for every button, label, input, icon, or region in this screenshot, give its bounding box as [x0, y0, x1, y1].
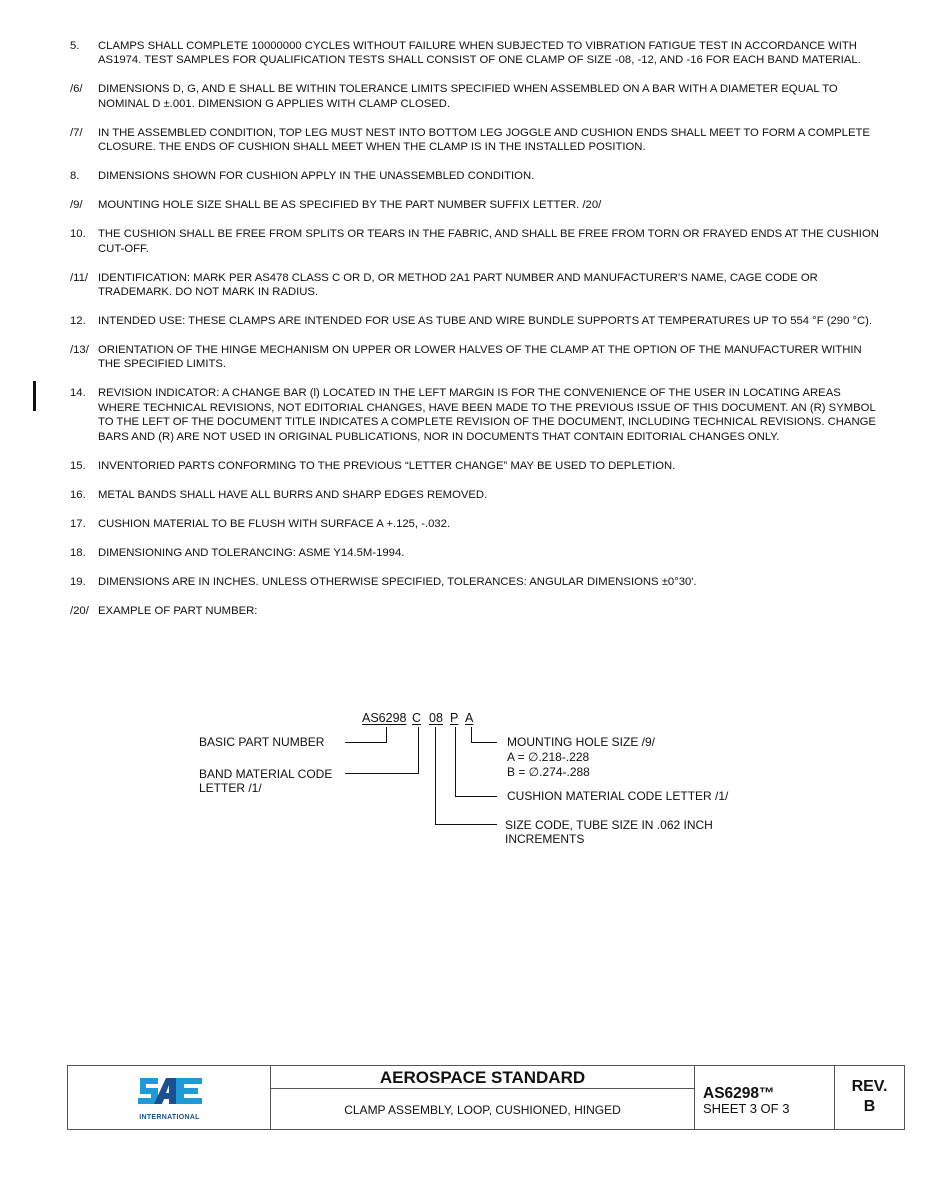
note-15 [70, 459, 880, 473]
note-number: 19. [70, 575, 86, 588]
note-19 [70, 575, 880, 589]
pn-size-code: 08 [429, 711, 443, 725]
note-number: /6/ [70, 83, 83, 96]
note-20 [70, 604, 880, 618]
note-12 [70, 314, 880, 328]
note-number: 8. [70, 170, 80, 183]
note-number: 15. [70, 459, 86, 472]
note-6 [70, 82, 880, 111]
note-number: /11/ [70, 271, 89, 284]
note-7 [70, 126, 880, 155]
document-number: AS6298™ [703, 1085, 775, 1102]
band-material-label-line2: LETTER /1/ [199, 781, 262, 795]
note-number: 12. [70, 315, 86, 328]
note-5 [70, 39, 880, 68]
note-11 [70, 271, 880, 300]
mounting-hole-b: B = ∅.274-.288 [507, 765, 590, 779]
pn-band-code: C [412, 711, 422, 725]
leader-line [386, 727, 387, 742]
mounting-hole-label: MOUNTING HOLE SIZE /9/ [507, 735, 656, 749]
note-number: /7/ [70, 126, 83, 139]
leader-line [435, 727, 436, 824]
leader-line [345, 773, 419, 774]
note-number: 17. [70, 517, 86, 530]
note-text: DIMENSIONING AND TOLERANCING: ASME Y14.5M-1994. [98, 546, 405, 559]
size-code-label-line2: INCREMENTS [505, 832, 585, 846]
leader-line [455, 796, 497, 797]
band-material-label-line1: BAND MATERIAL CODE [199, 767, 333, 781]
sae-logo-icon [136, 1072, 206, 1117]
note-text: EXAMPLE OF PART NUMBER: [98, 604, 258, 617]
note-text: DIMENSIONS D, G, AND E SHALL BE WITHIN TOLERANCE LIMITS SPECIFIED WHEN ASSEMBLED ON A BAR WITH A DIAMETER EQUAL TO NOMINAL D ±.001. DIMENSION G APPLIES WITH CLAMP CLOSED. [98, 83, 838, 110]
note-13 [70, 343, 880, 372]
note-text: DIMENSIONS ARE IN INCHES. UNLESS OTHERWISE SPECIFIED, TOLERANCES: ANGULAR DIMENSIONS ±0°30'. [98, 575, 697, 588]
leader-line [455, 727, 456, 796]
note-text: INTENDED USE: THESE CLAMPS ARE INTENDED FOR USE AS TUBE AND WIRE BUNDLE SUPPORTS AT TEMPERATURES UP TO 554 °F (290 °C). [98, 315, 873, 328]
note-10 [70, 227, 880, 256]
note-text: THE CUSHION SHALL BE FREE FROM SPLITS OR TEARS IN THE FABRIC, AND SHALL BE FREE FROM TORN OR FRAYED ENDS AT THE CUSHION CUT-OFF. [98, 228, 879, 255]
note-text: CUSHION MATERIAL TO BE FLUSH WITH SURFACE A +.125, -.032. [98, 517, 451, 530]
note-number: /13/ [70, 344, 89, 357]
note-text: METAL BANDS SHALL HAVE ALL BURRS AND SHARP EDGES REMOVED. [98, 488, 488, 501]
note-17 [70, 517, 880, 531]
note-text: ORIENTATION OF THE HINGE MECHANISM ON UPPER OR LOWER HALVES OF THE CLAMP AT THE OPTION OF THE MANUFACTURER WITHIN THE SPECIFIED LIMITS. [98, 344, 862, 371]
note-number: 5. [70, 40, 80, 52]
leader-line [471, 727, 472, 742]
note-text: INVENTORIED PARTS CONFORMING TO THE PREVIOUS “LETTER CHANGE” MAY BE USED TO DEPLETION. [98, 459, 676, 472]
title-block [67, 1065, 905, 1130]
document-heading: AEROSPACE STANDARD [271, 1066, 694, 1089]
size-code-label-line1: SIZE CODE, TUBE SIZE IN .062 INCH [505, 818, 713, 832]
note-text: IDENTIFICATION: MARK PER AS478 CLASS C OR D, OR METHOD 2A1 PART NUMBER AND MANUFACTURER’S NAME, CAGE CODE OR TRADEMARK. DO NOT MARK IN RADIUS. [98, 271, 818, 299]
change-bar [33, 381, 36, 411]
revision-cell [835, 1066, 904, 1129]
leader-line [435, 824, 497, 825]
note-text: MOUNTING HOLE SIZE SHALL BE AS SPECIFIED BY THE PART NUMBER SUFFIX LETTER. /20/ [98, 199, 602, 212]
leader-line [345, 742, 387, 743]
mounting-hole-a: A = ∅.218-.228 [507, 750, 590, 764]
doc-number-cell [695, 1066, 835, 1129]
note-9 [70, 198, 880, 212]
note-text: DIMENSIONS SHOWN FOR CUSHION APPLY IN THE UNASSEMBLED CONDITION. [98, 170, 535, 183]
note-number: 14. [70, 387, 86, 400]
note-number: 16. [70, 488, 86, 501]
note-number: 10. [70, 228, 86, 241]
note-18 [70, 546, 880, 560]
revision-value: B [863, 1098, 876, 1115]
leader-line [418, 727, 419, 773]
note-number: /9/ [70, 199, 83, 212]
note-16 [70, 488, 880, 502]
pn-basic: AS6298 [362, 711, 407, 725]
note-number: /20/ [70, 604, 89, 617]
cushion-material-label: CUSHION MATERIAL CODE LETTER /1/ [507, 789, 729, 803]
title-cell [271, 1066, 695, 1129]
note-8 [70, 169, 880, 183]
note-number: 18. [70, 546, 86, 559]
note-text: IN THE ASSEMBLED CONDITION, TOP LEG MUST NEST INTO BOTTOM LEG JOGGLE AND CUSHION ENDS SHALL MEET TO FORM A COMPLETE CLOSURE. THE ENDS OF CUSHION SHALL MEET WHEN THE CLAMP IS IN THE INSTALLED POSITION. [98, 126, 870, 154]
note-text: REVISION INDICATOR: A CHANGE BAR (l) LOCATED IN THE LEFT MARGIN IS FOR THE CONVENIENCE OF THE USER IN LOCATING AREAS WHERE TECHNICAL REVISIONS, NOT EDITORIAL CHANGES, HAVE BEEN MADE TO THE PREVIOUS ISSUE OF THIS DOCUMENT. AN (R) SYMBOL TO THE LEFT OF THE DOCUMENT TITLE INDICATES A COMPLETE REVISION OF THE DOCUMENT, INCLUDING TECHNICAL REVISIONS. CHANGE BARS AND (R) ARE NOT USED IN ORIGINAL PUBLICATIONS, NOR IN DOCUMENTS THAT CONTAIN EDITORIAL CHANGES ONLY. [98, 387, 876, 443]
notes-list [70, 39, 880, 633]
leader-line [471, 742, 497, 743]
sae-international-label: INTERNATIONAL [139, 1114, 200, 1121]
basic-part-number-label: BASIC PART NUMBER [199, 735, 325, 749]
pn-cushion-code: P [450, 711, 459, 725]
document-title: CLAMP ASSEMBLY, LOOP, CUSHIONED, HINGED [344, 1103, 621, 1117]
revision-label: REV. [851, 1078, 888, 1095]
sheet-indicator: SHEET 3 OF 3 [703, 1101, 790, 1116]
note-14 [70, 386, 880, 444]
note-text: CLAMPS SHALL COMPLETE 10000000 CYCLES WITHOUT FAILURE WHEN SUBJECTED TO VIBRATION FATIGUE TEST IN ACCORDANCE WITH AS1974. TEST SAMPLES FOR QUALIFICATION TESTS SHALL CONSIST OF ONE CLAMP OF SIZE -08, -12, AND -16 FOR EACH BAND MATERIAL. [98, 40, 861, 67]
logo-cell [68, 1066, 271, 1129]
pn-hole-code: A [465, 711, 474, 725]
